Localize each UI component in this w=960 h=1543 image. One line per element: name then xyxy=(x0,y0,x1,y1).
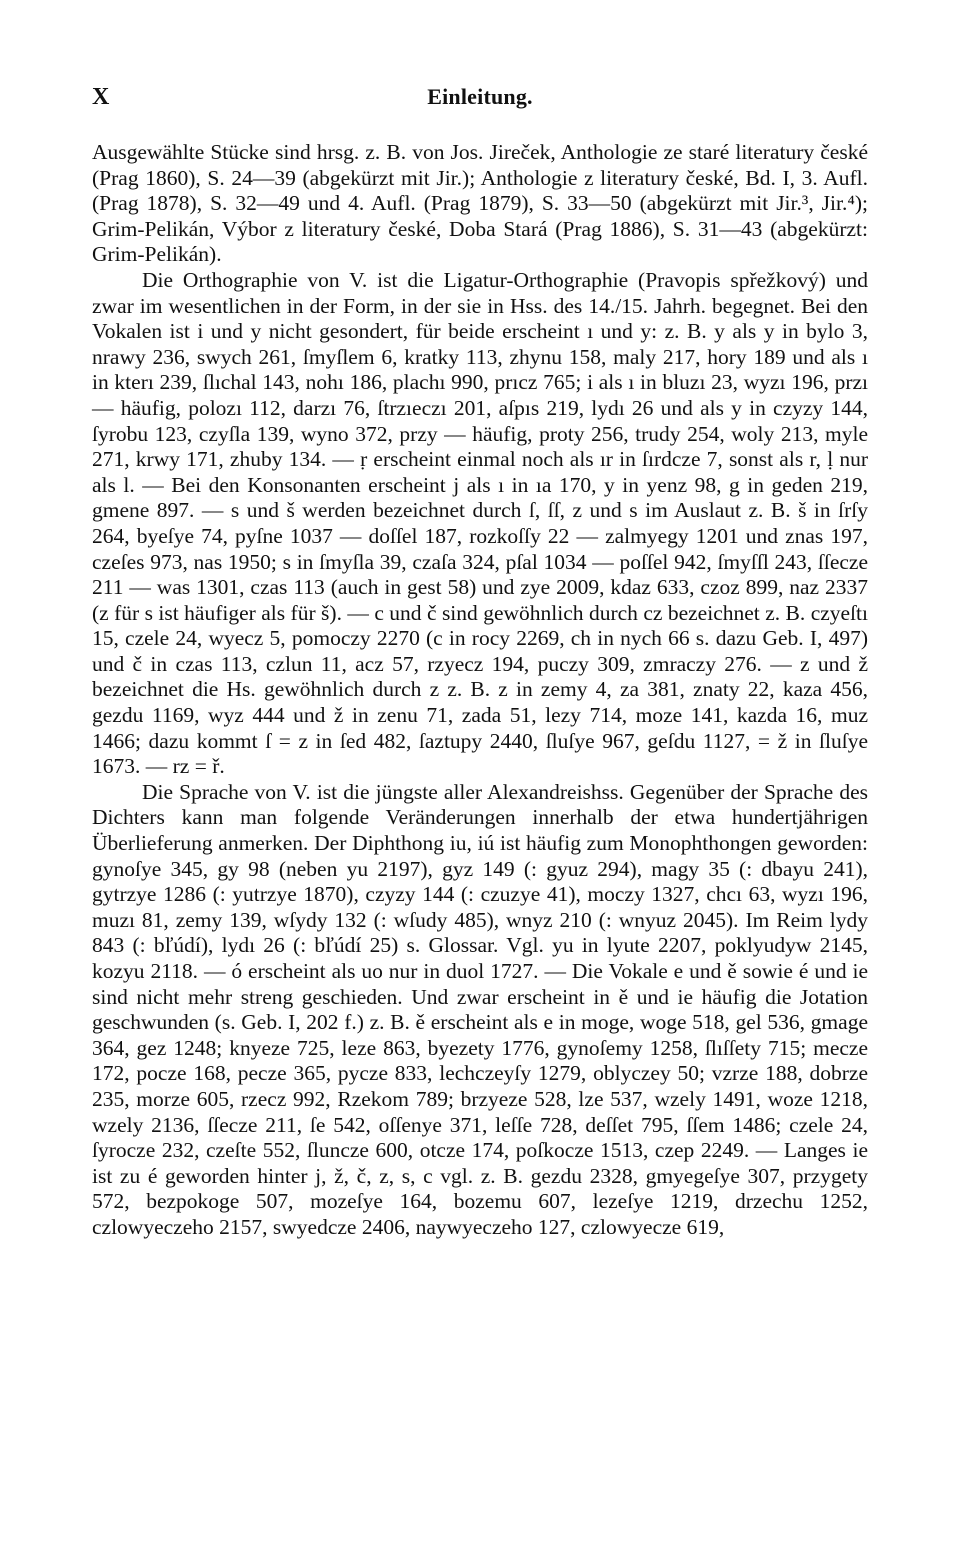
paragraph-language: Die Sprache von V. ist die jüngste aller Alexandreishss. Gegenüber der Sprache des Dichters kann man folgende Veränderungen innerhalb der etwa hundertjährigen Überlieferung anmerken. Der Diphthong iu, iú ist häufig zum Monophthongen geworden: gynoſye 345, gy 98 (neben yu 2197), gyz 149 (: gyuz 294), magy 35 (: dbayu 241), gytrzye 1286 (: yutrzye 1870), czyzy 144 (: czuzye 41), moczy 1327, chcı 63, wyzı 196, muzı 81, zemy 139, wſydy 132 (: wſudy 485), wnyz 210 (: wnyuz 2045). Im Reim lydy 843 (: bľúdí), lydı 26 (: bľúdí 25) s. Glossar. Vgl. yu in lyute 2207, poklyudyw 2145, kozyu 2118. — ó erscheint als uo nur in duol 1727. — Die Vokale e und ě sowie é und ie sind nicht mehr streng geschieden. Und zwar erscheint in ě und ie häufig die Jotation geschwunden (s. Geb. I, 202 f.) z. B. ě erscheint als e in moge, woge 518, gel 536, gmage 364, gez 1248; knyeze 725, leze 863, byezety 1776, gynoſemy 1258, ſlıſſety 715; mecze 172, pocze 168, pecze 365, pycze 833, lechczeyſy 1279, oblyczey 50; vzrze 188, dobrze 235, morze 605, rzecz 992, Rzekom 789; brzyeze 528, lze 537, wzely 1491, woze 1218, wzely 2136, ſſecze 211, ſe 542, oſſenye 371, leſſe 728, deſſet 795, ſſem 1486; czele 24, ſyrocze 232, czeſte 552, ſluncze 600, otcze 174, poſkocze 1513, czep 2249. — Langes ie ist zu é geworden hinter j, ž, č, z, s, c vgl. z. B. gezdu 2328, gmyegeſye 307, przygety 572, bezpokoge 507, mozeſye 164, bozemu 607, lezeſye 1219, drzechu 1252, czlowyeczeho 2157, swyedcze 2406, naywyeczeho 127, czlowyecze 619, xyxy=(92,779,868,1239)
body-text xyxy=(92,140,868,1241)
running-title: Einleitung. xyxy=(427,84,533,109)
page-number: X xyxy=(92,84,110,110)
page-header xyxy=(92,84,868,114)
paragraph-editions: Ausgewählte Stücke sind hrsg. z. B. von Jos. Jireček, Anthologie ze staré literatury české (Prag 1860), S. 24—39 (abgekürzt mit Jir.); Anthologie z literatury české, Bd. I, 3. Aufl. (Prag 1878), S. 32—49 und 4. Aufl. (Prag 1879), S. 33—50 (abgekürzt mit Jir.³, Jir.⁴); Grim-Pelikán, Výbor z literatury české, Doba Stará (Prag 1886), S. 31—43 (abgekürzt: Grim-Pelikán). xyxy=(92,140,868,267)
paragraph-orthography: Die Orthographie von V. ist die Ligatur-Orthographie (Pravopis spřežkový) und zwar im wesentlichen in der Form, in der sie in Hss. des 14./15. Jahrh. begegnet. Bei den Vokalen ist i und y nicht gesondert, für beide erscheint ı und y: z. B. y als y in bylo 3, nrawy 236, swych 261, ſmyſlem 6, kratky 113, zhynu 158, maly 217, hory 189 und als ı in kterı 239, ſlıchal 143, nohı 186, plachı 990, prıcz 765; i als ı in bluzı 23, wyzı 196, przı — häufig, polozı 112, darzı 76, ſtrzıeczı 201, aſpıs 219, lydı 26 und als y in czyzy 144, ſyrobu 123, czyſla 139, wyno 372, przy — häufig, proty 256, trudy 254, woly 213, myle 271, krwy 171, zhuby 134. — ṛ erscheint einmal noch als ır in ſırdcze 7, sonst als r, ḷ nur als l. — Bei den Konsonanten erscheint j als ı in ıa 170, y in yenz 98, g in geden 219, gmene 897. — s und š werden bezeichnet durch ſ, ſſ, z und s im Auslaut z. B. š in ſrſy 264, byeſye 74, pyſne 1037 — doſſel 187, rozkoſſy 22 — zalmyegy 1201 und znas 197, czeſes 973, nas 1950; s in ſmyſla 39, czaſa 324, pſal 1034 — poſſel 942, ſmyſſl 243, ſſecze 211 — was 1301, czas 113 (auch in gest 58) und zye 2009, kdaz 633, czoz 899, naz 2337 (z für s ist häufiger als für š). — c und č sind gewöhnlich durch cz bezeichnet z. B. czyeſtı 15, czele 24, wyecz 5, pomoczy 2270 (c in rocy 2269, ch in nych 66 s. dazu Geb. I, 497) und č in czas 113, czlun 11, acz 57, rzyecz 194, puczy 309, zmraczy 276. — z und ž bezeichnet die Hs. gewöhnlich durch z z. B. z in zemy 4, za 381, znaty 22, kaza 456, gezdu 1169, wyz 444 und ž in zenu 71, zada 51, lezy 714, moze 141, kazda 16, muz 1466; dazu kommt ſ = z in ſed 482, ſaztupy 2440, ſluſye 967, geſdu 1127, = ž in ſluſye 1673. — rz = ř. xyxy=(92,267,868,779)
